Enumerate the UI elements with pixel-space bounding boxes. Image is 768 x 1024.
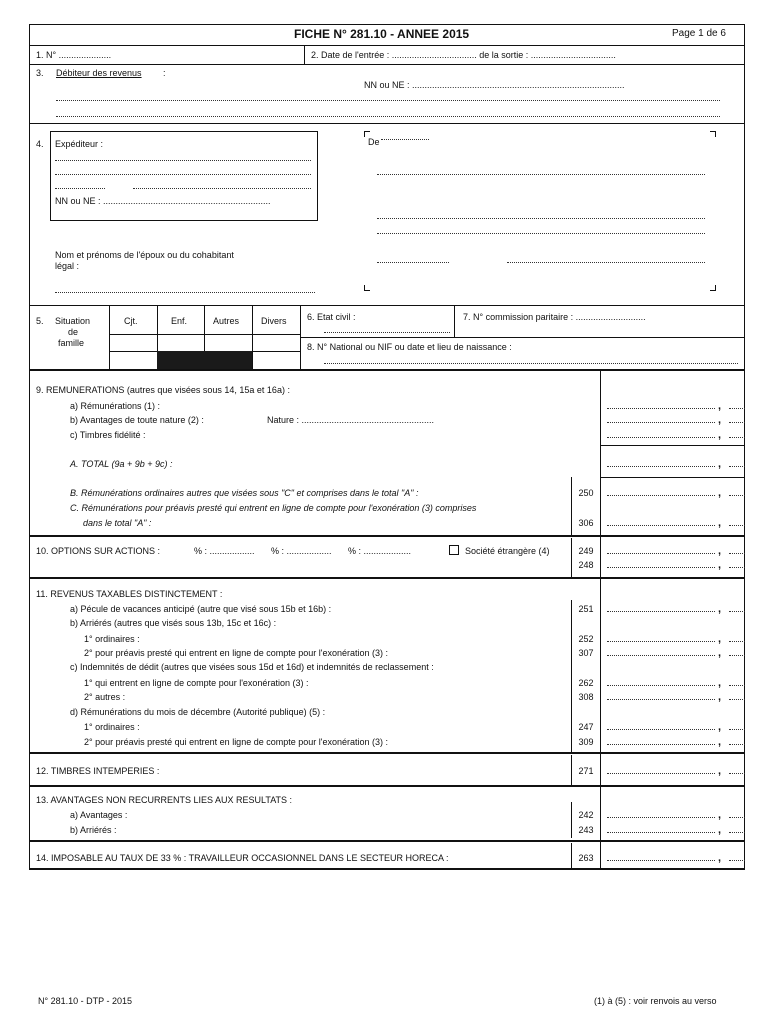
section-3-nn: NN ou NE : ..................................................................................... — [364, 80, 625, 90]
expediteur-nn: NN ou NE : ................................................................... — [55, 196, 271, 206]
s11-b: b) Arriérés (autres que visés sous 13b, 15c et 16c) : — [70, 618, 277, 628]
line — [377, 174, 705, 175]
rule — [600, 477, 745, 478]
field-1-number: 1. N° ..................... — [36, 50, 112, 60]
s13-a: a) Avantages : — [70, 810, 128, 820]
code-309: 309 — [578, 737, 594, 747]
s11-d1: 1° ordinaires : — [84, 722, 140, 732]
rule — [300, 337, 745, 338]
section-3-label: Débiteur des revenus — [56, 68, 142, 78]
divider — [600, 369, 601, 869]
expediteur-label: Expéditeur : — [55, 139, 104, 149]
section-3-colon: : — [163, 68, 166, 78]
field-2-dates: 2. Date de l'entrée : .................................. de la sortie : .................................. — [311, 50, 616, 60]
col-autres: Autres — [213, 316, 240, 326]
section-12-title: 12. TIMBRES INTEMPERIES : — [36, 766, 160, 776]
code-250: 250 — [578, 488, 594, 498]
divider — [571, 538, 572, 577]
shaded-cell — [157, 351, 252, 369]
line — [377, 262, 449, 263]
rule — [600, 445, 745, 446]
code-248: 248 — [578, 560, 594, 570]
field-7-commission: 7. N° commission paritaire : ............................ — [463, 312, 646, 322]
s10-societe: Société étrangère (4) — [465, 546, 550, 556]
code-251: 251 — [578, 604, 594, 614]
spouse-label-line2: légal : — [55, 261, 80, 271]
code-308: 308 — [578, 692, 594, 702]
divider — [252, 305, 253, 369]
section-14-title: 14. IMPOSABLE AU TAUX DE 33 % : TRAVAILLEUR OCCASIONNEL DANS LE SECTEUR HORECA : — [36, 853, 449, 863]
line — [55, 188, 105, 189]
situation-label-3: famille — [58, 338, 85, 348]
societe-etrangere-checkbox[interactable] — [449, 545, 459, 555]
code-249: 249 — [578, 546, 594, 556]
situation-label-2: de — [68, 327, 79, 337]
s10-pct-3: % : ................... — [348, 546, 412, 556]
col-divers: Divers — [261, 316, 287, 326]
line — [55, 160, 311, 161]
rule — [29, 305, 745, 306]
corner-mark — [710, 131, 716, 137]
s9-B: B. Rémunérations ordinaires autres que visées sous "C" et comprises dans le total "A" : — [70, 488, 419, 498]
s9-C1: C. Rémunérations pour préavis presté qui entrent en ligne de compte pour l'exonération (3) comprises — [70, 503, 477, 513]
line — [377, 233, 705, 234]
section-3-number: 3. — [36, 68, 44, 78]
rule — [29, 123, 745, 124]
s11-a: a) Pécule de vacances anticipé (autre que visé sous 15b et 16b) : — [70, 604, 332, 614]
section-4-number: 4. — [36, 139, 44, 149]
line — [381, 139, 429, 140]
field-8-national: 8. N° National ou NIF ou date et lieu de naissance : — [307, 342, 512, 352]
s10-pct-1: % : .................. — [194, 546, 255, 556]
s11-b1: 1° ordinaires : — [84, 634, 140, 644]
code-252: 252 — [578, 634, 594, 644]
s11-b2: 2° pour préavis presté qui entrent en ligne de compte pour l'exonération (3) : — [84, 648, 388, 658]
frame-left — [29, 24, 30, 870]
footer-notes-ref: (1) à (5) : voir renvois au verso — [594, 996, 717, 1006]
rule — [29, 45, 745, 46]
rule — [109, 334, 300, 335]
line — [133, 188, 311, 189]
page-indicator: Page 1 de 6 — [672, 28, 726, 39]
divider — [454, 305, 455, 337]
line — [56, 116, 720, 117]
code-263: 263 — [578, 853, 594, 863]
s9-a: a) Rémunérations (1) : — [70, 401, 161, 411]
rule — [29, 785, 745, 787]
line — [377, 218, 705, 219]
rule — [29, 752, 745, 754]
col-enf: Enf. — [171, 316, 188, 326]
s9-b: b) Avantages de toute nature (2) : — [70, 415, 204, 425]
rule — [29, 64, 745, 65]
code-247: 247 — [578, 722, 594, 732]
section-13-title: 13. AVANTAGES NON RECURRENTS LIES AUX RESULTATS : — [36, 795, 293, 805]
field-6-etat-civil: 6. Etat civil : — [307, 312, 356, 322]
s9-c: c) Timbres fidélité : — [70, 430, 146, 440]
s9-C2: dans le total "A" : — [83, 518, 152, 528]
s11-d2: 2° pour préavis presté qui entrent en ligne de compte pour l'exonération (3) : — [84, 737, 388, 747]
col-cjt: Cjt. — [124, 316, 138, 326]
form-title: FICHE N° 281.10 - ANNEE 2015 — [294, 27, 470, 41]
footer-form-ref: N° 281.10 - DTP - 2015 — [38, 996, 132, 1006]
line — [324, 363, 738, 364]
line — [56, 100, 720, 101]
s11-c1: 1° qui entrent en ligne de compte pour l'exonération (3) : — [84, 678, 309, 688]
situation-label-1: Situation — [55, 316, 91, 326]
frame-top — [29, 24, 745, 25]
section-9-title: 9. REMUNERATIONS (autres que visées sous 14, 15a et 16a) : — [36, 385, 290, 395]
s13-b: b) Arriérés : — [70, 825, 117, 835]
section-10-title: 10. OPTIONS SUR ACTIONS : — [36, 546, 161, 556]
s11-c2: 2° autres : — [84, 692, 126, 702]
s9-total: A. TOTAL (9a + 9b + 9c) : — [70, 459, 173, 469]
s9-nature: Nature : ..................................................... — [267, 415, 435, 425]
s11-c: c) Indemnités de dédit (autres que visées sous 15d et 16d) et indemnités de reclassement : — [70, 662, 434, 672]
spouse-label-line1: Nom et prénoms de l'époux ou du cohabitant — [55, 250, 234, 260]
code-306: 306 — [578, 518, 594, 528]
line — [55, 174, 311, 175]
section-11-title: 11. REVENUS TAXABLES DISTINCTEMENT : — [36, 589, 223, 599]
divider — [109, 305, 110, 369]
line — [55, 292, 315, 293]
corner-mark — [710, 285, 716, 291]
s11-d: d) Rémunérations du mois de décembre (Autorité publique) (5) : — [70, 707, 326, 717]
divider — [304, 45, 305, 64]
addressee-de: De — [368, 137, 380, 147]
rule — [29, 577, 745, 579]
section-5-number: 5. — [36, 316, 44, 326]
corner-mark — [364, 285, 370, 291]
rule — [29, 369, 745, 371]
frame-bottom — [29, 868, 745, 870]
line — [324, 332, 450, 333]
rule — [29, 840, 745, 842]
s10-pct-2: % : .................. — [271, 546, 332, 556]
code-243: 243 — [578, 825, 594, 835]
code-242: 242 — [578, 810, 594, 820]
code-262: 262 — [578, 678, 594, 688]
rule — [29, 535, 745, 537]
code-271: 271 — [578, 766, 594, 776]
code-307: 307 — [578, 648, 594, 658]
line — [507, 262, 705, 263]
